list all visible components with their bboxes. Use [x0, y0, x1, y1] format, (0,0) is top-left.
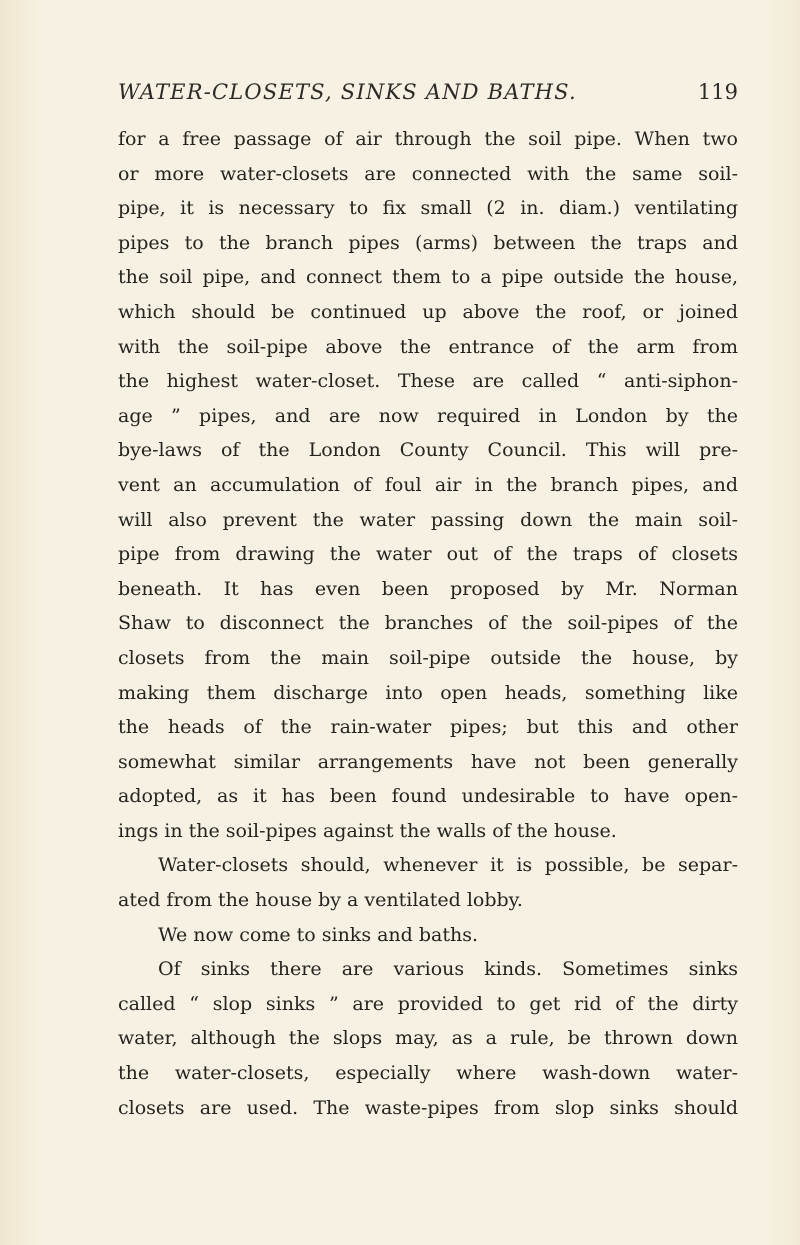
body-text — [118, 122, 738, 1125]
text-line: the highest water-closet. These are called “ anti-siphon- — [118, 370, 738, 393]
text-line: beneath. It has even been proposed by Mr. Norman — [118, 577, 738, 600]
text-line: somewhat similar arrangements have not been generally — [118, 750, 738, 773]
page-header — [118, 80, 738, 112]
text-line: age ” pipes, and are now required in London by the — [118, 404, 738, 427]
page-number: 119 — [697, 80, 738, 104]
text-line: the soil pipe, and connect them to a pipe outside the house, — [118, 266, 738, 289]
text-line: adopted, as it has been found undesirable to have open- — [118, 785, 738, 808]
text-line: called “ slop sinks ” are provided to get rid of the dirty — [118, 992, 738, 1015]
text-line: pipe, it is necessary to fix small (2 in. diam.) ventilating — [118, 197, 738, 220]
text-line: ated from the house by a ventilated lobby. — [118, 889, 523, 912]
running-title: WATER-CLOSETS, SINKS AND BATHS. — [118, 80, 577, 104]
text-line: will also prevent the water passing down the main soil- — [118, 508, 738, 531]
text-line: closets are used. The waste-pipes from slop sinks should — [118, 1096, 738, 1119]
text-line: vent an accumulation of foul air in the branch pipes, and — [118, 473, 738, 496]
text-line: the heads of the rain-water pipes; but this and other — [118, 716, 738, 739]
text-line: Water-closets should, whenever it is possible, be separ- — [158, 854, 738, 877]
text-line: making them discharge into open heads, something like — [118, 681, 738, 704]
text-line: Of sinks there are various kinds. Sometimes sinks — [158, 958, 738, 981]
text-line: which should be continued up above the roof, or joined — [118, 300, 738, 323]
text-line: pipes to the branch pipes (arms) between the traps and — [118, 231, 738, 254]
text-line: ings in the soil-pipes against the walls of the house. — [118, 819, 617, 842]
text-line: bye-laws of the London County Council. This will pre- — [118, 439, 738, 462]
text-line: closets from the main soil-pipe outside the house, by — [118, 646, 738, 669]
text-line: the water-closets, especially where wash-down water- — [118, 1062, 738, 1085]
text-line: pipe from drawing the water out of the traps of closets — [118, 543, 738, 566]
text-line: Shaw to disconnect the branches of the soil-pipes of the — [118, 612, 738, 635]
text-line: We now come to sinks and baths. — [158, 923, 479, 946]
text-line: water, although the slops may, as a rule, be thrown down — [118, 1027, 738, 1050]
text-line: with the soil-pipe above the entrance of the arm from — [118, 335, 738, 358]
text-line: for a free passage of air through the soil pipe. When two — [118, 128, 738, 150]
text-line: or more water-closets are connected with the same soil- — [118, 162, 738, 185]
